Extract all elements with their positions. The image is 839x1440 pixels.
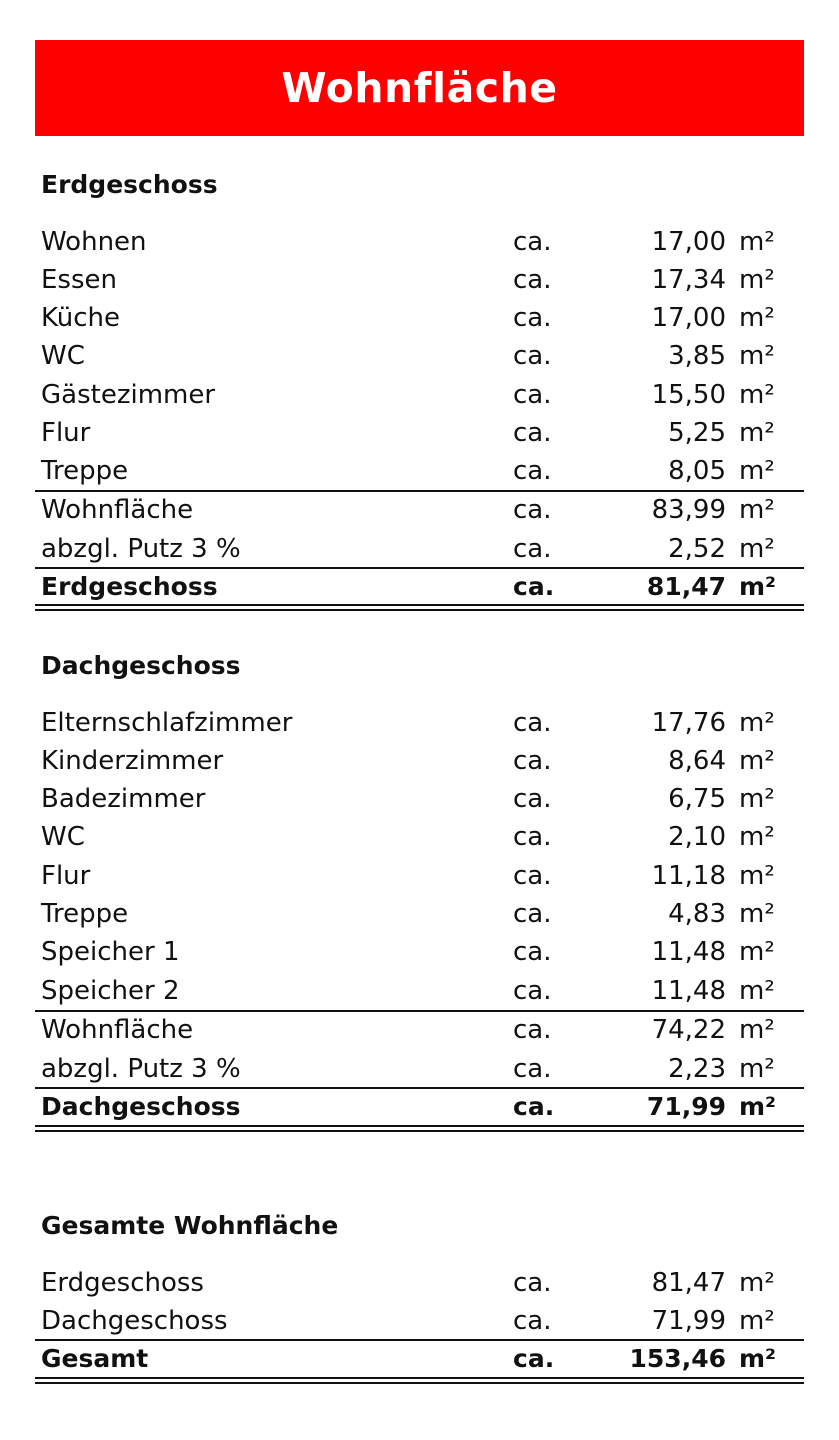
approx-label: ca. <box>513 572 555 601</box>
section-heading-erdgeschoss: Erdgeschoss <box>41 170 218 199</box>
double-underline <box>35 1125 804 1132</box>
area-unit: m² <box>739 1015 775 1045</box>
total-value: 81,47 <box>646 572 726 601</box>
approx-label: ca. <box>513 937 552 967</box>
area-unit: m² <box>739 418 775 448</box>
approx-label: ca. <box>513 495 552 525</box>
approx-label: ca. <box>513 1344 555 1373</box>
subtotal-value: 83,99 <box>651 495 726 525</box>
approx-label: ca. <box>513 1306 552 1336</box>
area-unit: m² <box>739 1054 775 1084</box>
grand-total-row <box>35 1340 804 1378</box>
room-label: Elternschlafzimmer <box>41 708 293 738</box>
area-unit: m² <box>739 976 775 1006</box>
grand-total-value: 153,46 <box>629 1344 726 1373</box>
area-unit: m² <box>739 1306 775 1336</box>
area-unit: m² <box>739 861 775 891</box>
area-value: 5,25 <box>668 418 726 448</box>
area-unit: m² <box>739 1344 776 1373</box>
room-label: Treppe <box>41 456 129 486</box>
area-unit: m² <box>739 746 775 776</box>
approx-label: ca. <box>513 1015 552 1045</box>
area-value: 17,76 <box>651 708 726 738</box>
deduction-value: 2,23 <box>668 1054 726 1084</box>
area-unit: m² <box>739 1268 775 1298</box>
room-label: Gästezimmer <box>41 380 216 410</box>
area-unit: m² <box>739 380 775 410</box>
area-unit: m² <box>739 534 775 564</box>
deduction-value: 2,52 <box>668 534 726 564</box>
table-row <box>35 337 804 375</box>
subtotal-value: 74,22 <box>651 1015 726 1045</box>
table-row <box>35 704 804 742</box>
approx-label: ca. <box>513 303 552 333</box>
table-row <box>35 972 804 1010</box>
deduction-label: abzgl. Putz 3 % <box>41 1054 241 1084</box>
table-row <box>35 299 804 337</box>
subtotal-label: Wohnfläche <box>41 495 194 525</box>
room-label: Speicher 2 <box>41 976 180 1006</box>
area-value: 81,47 <box>651 1268 726 1298</box>
area-value: 4,83 <box>668 899 726 929</box>
table-row <box>35 1264 804 1302</box>
page-title: Wohnfläche <box>281 64 558 112</box>
area-unit: m² <box>739 341 775 371</box>
table-row <box>35 933 804 971</box>
section-heading-dachgeschoss: Dachgeschoss <box>41 651 241 680</box>
table-row <box>35 818 804 856</box>
approx-label: ca. <box>513 861 552 891</box>
room-label: WC <box>41 822 85 852</box>
area-unit: m² <box>739 784 775 814</box>
total-value: 71,99 <box>646 1092 726 1121</box>
approx-label: ca. <box>513 265 552 295</box>
area-unit: m² <box>739 572 776 601</box>
room-label: Badezimmer <box>41 784 206 814</box>
approx-label: ca. <box>513 418 552 448</box>
subtotal-row <box>35 1011 804 1049</box>
area-value: 3,85 <box>668 341 726 371</box>
table-row <box>35 895 804 933</box>
summary-heading: Gesamte Wohnfläche <box>41 1211 339 1240</box>
total-row <box>35 1088 804 1126</box>
subtotal-row <box>35 491 804 529</box>
approx-label: ca. <box>513 456 552 486</box>
area-unit: m² <box>739 495 775 525</box>
table-row <box>35 261 804 299</box>
area-unit: m² <box>739 303 775 333</box>
table-row <box>35 414 804 452</box>
area-unit: m² <box>739 265 775 295</box>
area-unit: m² <box>739 937 775 967</box>
area-value: 71,99 <box>651 1306 726 1336</box>
approx-label: ca. <box>513 1054 552 1084</box>
deduction-row <box>35 1050 804 1088</box>
room-label: Treppe <box>41 899 129 929</box>
total-label: Erdgeschoss <box>41 572 218 601</box>
area-value: 6,75 <box>668 784 726 814</box>
area-value: 11,18 <box>651 861 726 891</box>
deduction-label: abzgl. Putz 3 % <box>41 534 241 564</box>
approx-label: ca. <box>513 708 552 738</box>
area-value: 17,00 <box>651 227 726 257</box>
approx-label: ca. <box>513 341 552 371</box>
area-unit: m² <box>739 708 775 738</box>
room-label: Flur <box>41 418 91 448</box>
room-label: Essen <box>41 265 117 295</box>
area-value: 17,00 <box>651 303 726 333</box>
area-unit: m² <box>739 456 775 486</box>
area-unit: m² <box>739 227 775 257</box>
area-unit: m² <box>739 1092 776 1121</box>
total-label: Dachgeschoss <box>41 1092 241 1121</box>
area-unit: m² <box>739 899 775 929</box>
approx-label: ca. <box>513 1092 555 1121</box>
title-banner <box>35 40 804 136</box>
approx-label: ca. <box>513 784 552 814</box>
table-row <box>35 223 804 261</box>
area-value: 8,05 <box>668 456 726 486</box>
approx-label: ca. <box>513 534 552 564</box>
approx-label: ca. <box>513 227 552 257</box>
grand-total-label: Gesamt <box>41 1344 149 1373</box>
approx-label: ca. <box>513 899 552 929</box>
area-value: 15,50 <box>651 380 726 410</box>
area-unit: m² <box>739 822 775 852</box>
total-row <box>35 568 804 606</box>
area-value: 8,64 <box>668 746 726 776</box>
room-label: Küche <box>41 303 121 333</box>
table-row <box>35 452 804 490</box>
area-value: 11,48 <box>651 937 726 967</box>
table-row <box>35 742 804 780</box>
double-underline <box>35 1377 804 1384</box>
table-row <box>35 780 804 818</box>
room-label: WC <box>41 341 85 371</box>
room-label: Kinderzimmer <box>41 746 224 776</box>
area-value: 17,34 <box>651 265 726 295</box>
deduction-row <box>35 530 804 568</box>
table-row <box>35 376 804 414</box>
room-label: Speicher 1 <box>41 937 180 967</box>
table-row <box>35 1302 804 1340</box>
subtotal-label: Wohnfläche <box>41 1015 194 1045</box>
approx-label: ca. <box>513 976 552 1006</box>
room-label: Flur <box>41 861 91 891</box>
area-value: 11,48 <box>651 976 726 1006</box>
approx-label: ca. <box>513 380 552 410</box>
table-row <box>35 857 804 895</box>
floor-label: Dachgeschoss <box>41 1306 228 1336</box>
area-value: 2,10 <box>668 822 726 852</box>
approx-label: ca. <box>513 746 552 776</box>
room-label: Wohnen <box>41 227 147 257</box>
approx-label: ca. <box>513 822 552 852</box>
double-underline <box>35 604 804 611</box>
floor-label: Erdgeschoss <box>41 1268 204 1298</box>
approx-label: ca. <box>513 1268 552 1298</box>
